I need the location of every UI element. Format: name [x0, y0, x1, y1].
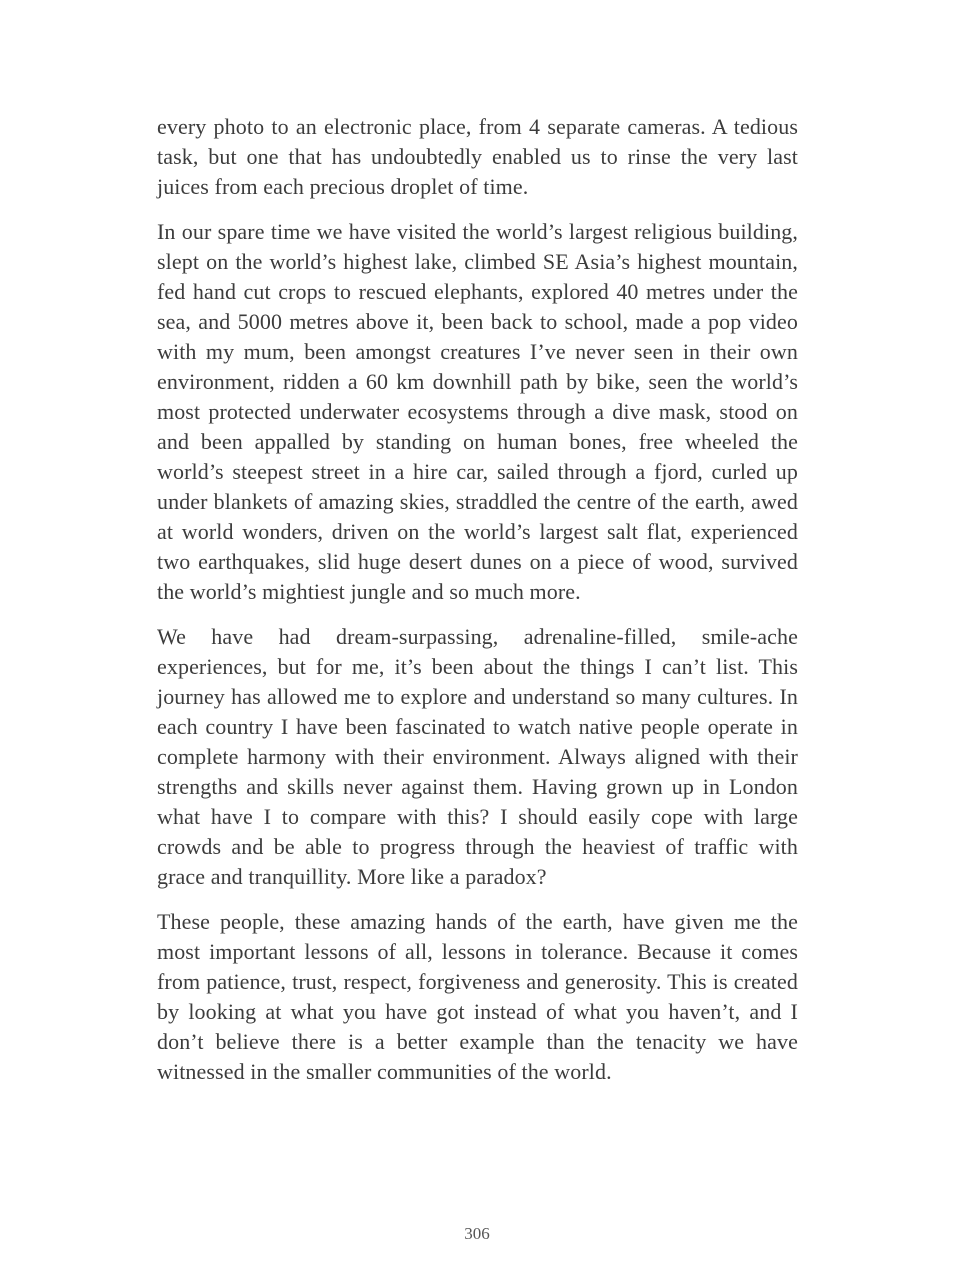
paragraph: We have had dream-surpassing, adrenaline-filled, smile-ache experiences, but for me, it’s been about the things I can’t list. This journey has allowed me to explore and understand so many cultures. In each country I have been fascinated to watch native people operate in complete harmony with their environment. Always aligned with their strengths and skills never against them. Having grown up in London what have I to compare with this? I should easily cope with large crowds and be able to progress through the heaviest of traffic with grace and tranquillity. More like a paradox? [157, 624, 798, 889]
page-number: 306 [464, 1224, 490, 1243]
body-text [157, 112, 798, 1102]
paragraph: every photo to an electronic place, from 4 separate cameras. A tedious task, but one that has undoubtedly enabled us to rinse the very last juices from each precious droplet of time. [157, 114, 798, 199]
paragraph: These people, these amazing hands of the earth, have given me the most important lessons of all, lessons in tolerance. Because it comes from patience, trust, respect, forgiveness and generosity. This is created by looking at what you have got instead of what you haven’t, and I don’t believe there is a better example than the tenacity we have witnessed in the smaller communities of the world. [157, 909, 798, 1084]
paragraph: In our spare time we have visited the world’s largest religious building, slept on the world’s highest lake, climbed SE Asia’s highest mountain, fed hand cut crops to rescued elephants, explored 40 metres under the sea, and 5000 metres above it, been back to school, made a pop video with my mum, been amongst creatures I’ve never seen in their own environment, ridden a 60 km downhill path by bike, seen the world’s most protected underwater ecosystems through a dive mask, stood on and been appalled by standing on human bones, free wheeled the world’s steepest street in a hire car, sailed through a fjord, curled up under blankets of amazing skies, straddled the centre of the earth, awed at world wonders, driven on the world’s largest salt flat, experienced two earthquakes, slid huge desert dunes on a piece of wood, survived the world’s mightiest jungle and so much more. [157, 219, 798, 604]
